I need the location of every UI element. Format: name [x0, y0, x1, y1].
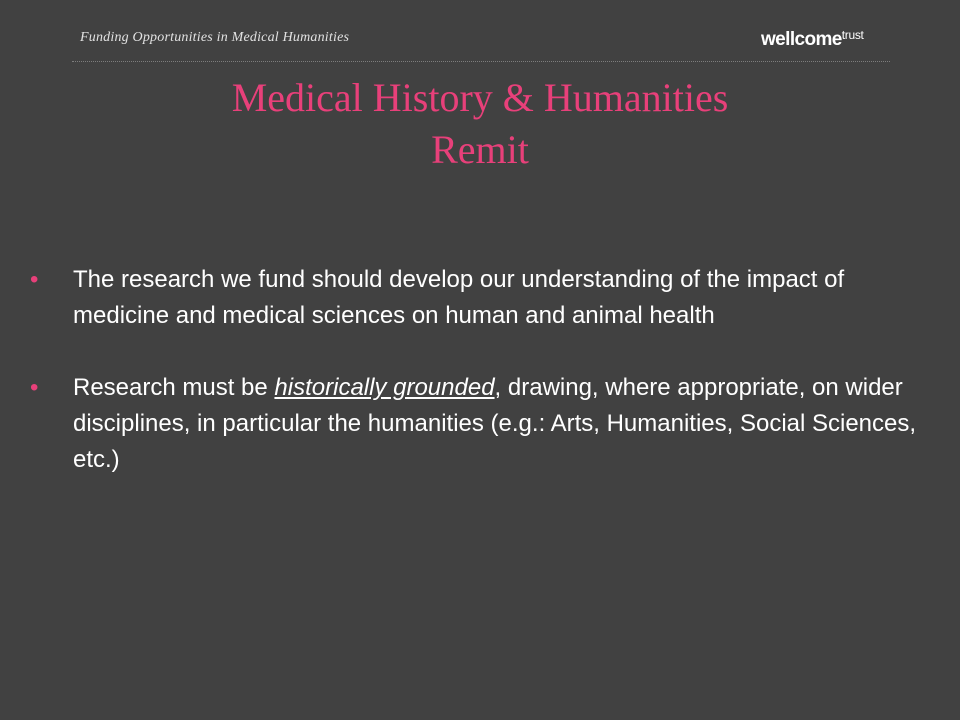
header-subtitle: Funding Opportunities in Medical Humanities	[80, 30, 350, 45]
bullet-emphasis: historically grounded	[274, 374, 495, 401]
bullet-dot-icon: •	[30, 266, 39, 293]
bullet-item	[30, 370, 920, 478]
bullet-dot-icon: •	[30, 374, 39, 401]
header-divider	[72, 61, 890, 62]
bullet-list	[30, 262, 920, 478]
slide-title-line2: Remit	[431, 127, 529, 172]
bullet-text-before: Research must be	[73, 374, 275, 401]
wellcome-trust-logo	[761, 30, 864, 49]
slide-title-line1: Medical History & Humanities	[231, 75, 729, 120]
logo-sup-text: trust	[841, 28, 864, 42]
logo-main-text: wellcome	[761, 29, 842, 50]
slide-title	[0, 72, 960, 176]
bullet-text: The research we fund should develop our understanding of the impact of medicine and medical sciences on human and animal health	[73, 266, 845, 329]
bullet-item	[30, 262, 920, 334]
bullet-text-after: , drawing, where appropriate, on wider disciplines, in particular the humanities (e.g.: Arts, Humanities, Social Sciences, etc.)	[73, 374, 917, 473]
